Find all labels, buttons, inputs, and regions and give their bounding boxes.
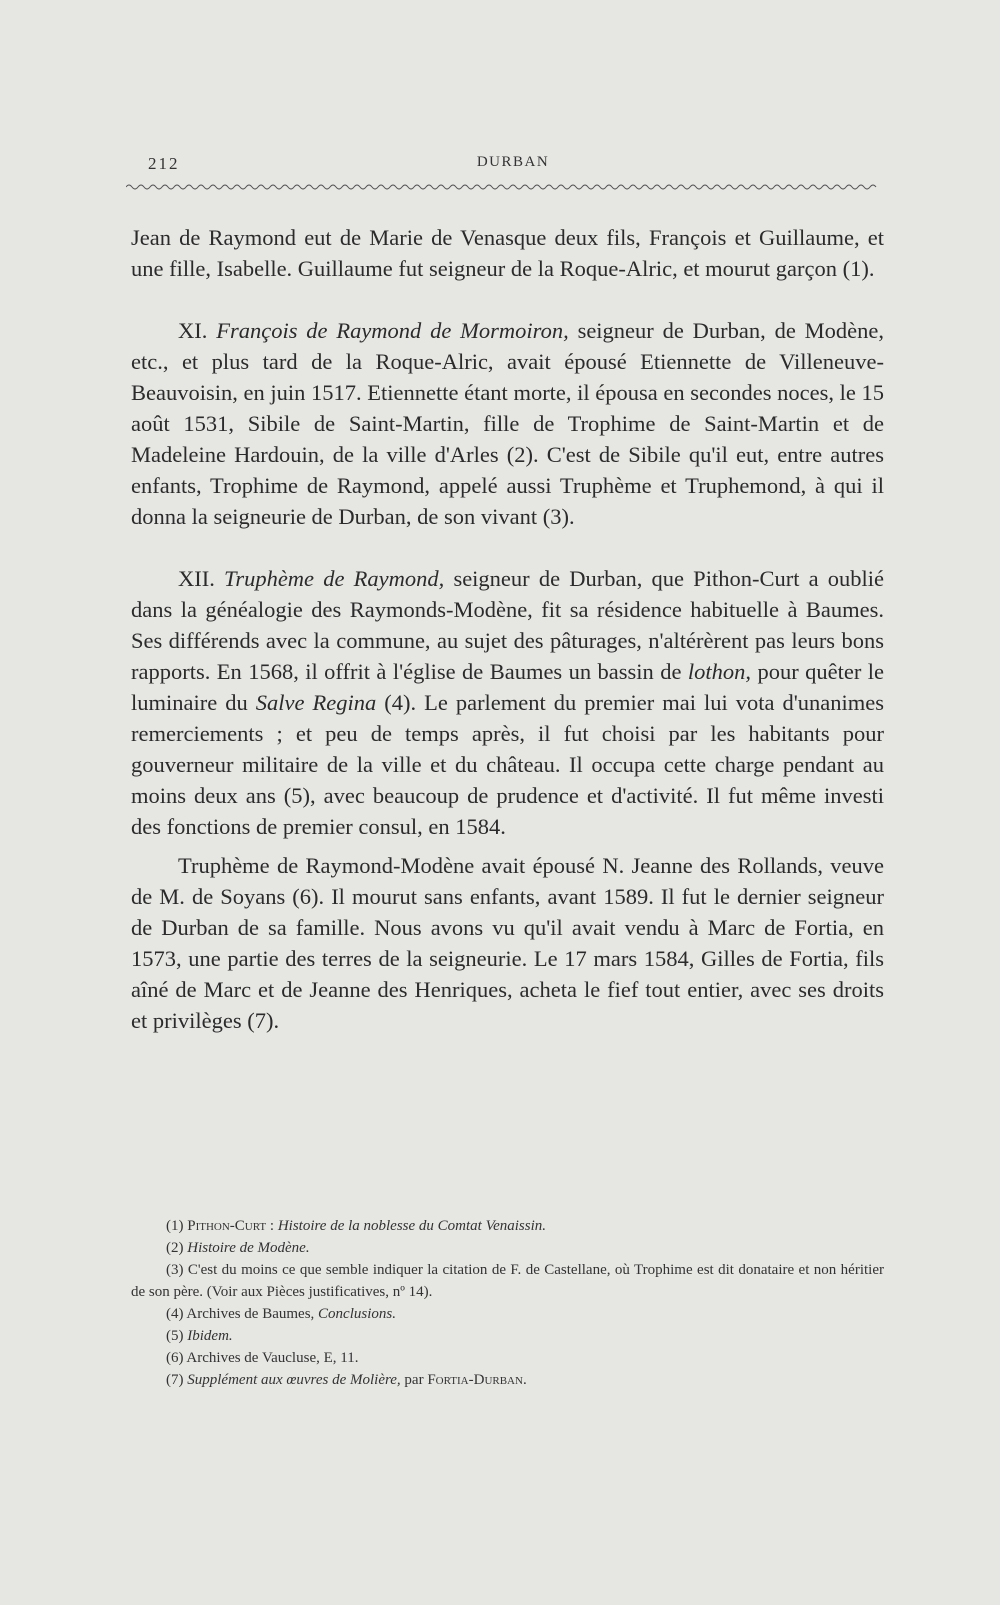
main-text [131, 222, 884, 1036]
section-number-xii: XII. [178, 566, 215, 591]
ornamental-rule [126, 181, 880, 191]
paragraph-4: Truphème de Raymond-Modène avait épousé N. Jeanne des Rollands, veuve de M. de Soyans (6). Il mourut sans enfants, avant 1589. Il fut le dernier seigneur de Durban de sa famille. Nous avons vu qu'il avait vendu à Marc de Fortia, en 1573, une partie des terres de la seigneurie. Le 17 mars 1584, Gilles de Fortia, fils aîné de Marc et de Jeanne des Henriques, acheta le fief tout entier, avec ses droits et privilèges (7). [131, 853, 884, 1033]
footnote-1: (1) Pithon-Curt : Histoire de la noblesse du Comtat Venaissin. [166, 1218, 547, 1234]
footnote-6: (6) Archives de Vaucluse, E, 11. [166, 1350, 359, 1366]
footnote-7: (7) Supplément aux œuvres de Molière, par Fortia-Durban. [166, 1372, 527, 1388]
page-number: 212 [148, 154, 180, 173]
paragraph-xii-text-2: pour quêter le luminaire du [131, 659, 885, 715]
footnote-1-author: Pithon-Curt : [187, 1218, 275, 1234]
person-name-trupheme: Truphème de Raymond, [224, 566, 445, 591]
italic-salve-regina: Salve Regina [255, 690, 377, 715]
footnote-3: (3) C'est du moins ce que semble indiquer la citation de F. de Castellane, où Trophime est dit donataire et non héritier de son père. (Voir aux Pièces justificatives, nº 14). [131, 1262, 884, 1300]
paragraph-xii [131, 563, 884, 842]
footnote-2: (2) Histoire de Modène. [166, 1240, 310, 1256]
paragraph-xii-text-3: (4). Le parlement du premier mai lui vota d'unanimes remerciements ; et peu de temps après, il fut choisi par les habitants pour gouverneur militaire de la ville et du château. Il occupa cette charge pendant au moins deux ans (5), avec beaucoup de prudence et d'activité. Il fut même investi des fonctions de premier consul, en 1584. [131, 690, 885, 839]
footnote-7-author: Fortia-Durban. [427, 1372, 527, 1388]
italic-lothon: lothon, [687, 659, 752, 684]
section-number-xi: XI. [178, 318, 208, 343]
paragraph-1: Jean de Raymond eut de Marie de Venasque deux fils, François et Guillaume, et une fille, Isabelle. Guillaume fut seigneur de la Roque-Alric, et mourut garçon (1). [131, 225, 884, 281]
paragraph-xi [131, 315, 884, 532]
paragraph-xi-text: seigneur de Durban, de Modène, etc., et plus tard de la Roque-Alric, avait épousé Etiennette de Villeneuve-Beauvoisin, en juin 1517. Etiennette étant morte, il épousa en secondes noces, le 15 août 1531, Sibile de Saint-Martin, fille de Trophime de Saint-Martin et de Madeleine Hardouin, de la ville d'Arles (2). C'est de Sibile qu'il eut, entre autres enfants, Trophime de Raymond, appelé aussi Truphème et Truphemond, à qui il donna la seigneurie de Durban, de son vivant (3). [131, 318, 885, 529]
footnotes [131, 1215, 884, 1391]
footnote-5: (5) Ibidem. [166, 1328, 233, 1344]
paragraph-xii-text-1: seigneur de Durban, que Pithon-Curt a oublié dans la généalogie des Raymonds-Modène, fit sa résidence habituelle à Baumes. Ses différends avec la commune, au sujet des pâturages, n'altérèrent pas leurs bons rapports. En 1568, il offrit à l'église de Baumes un bassin de [131, 566, 885, 684]
running-title: DURBAN [476, 154, 550, 170]
footnote-4: (4) Archives de Baumes, Conclusions. [166, 1306, 396, 1322]
footnote-2-title: Histoire de Modène. [187, 1240, 310, 1256]
footnote-1-title: Histoire de la noblesse du Comtat Venaissin. [277, 1218, 547, 1234]
page-header [148, 154, 878, 178]
person-name-francois: François de Raymond de Mormoiron, [216, 318, 569, 343]
